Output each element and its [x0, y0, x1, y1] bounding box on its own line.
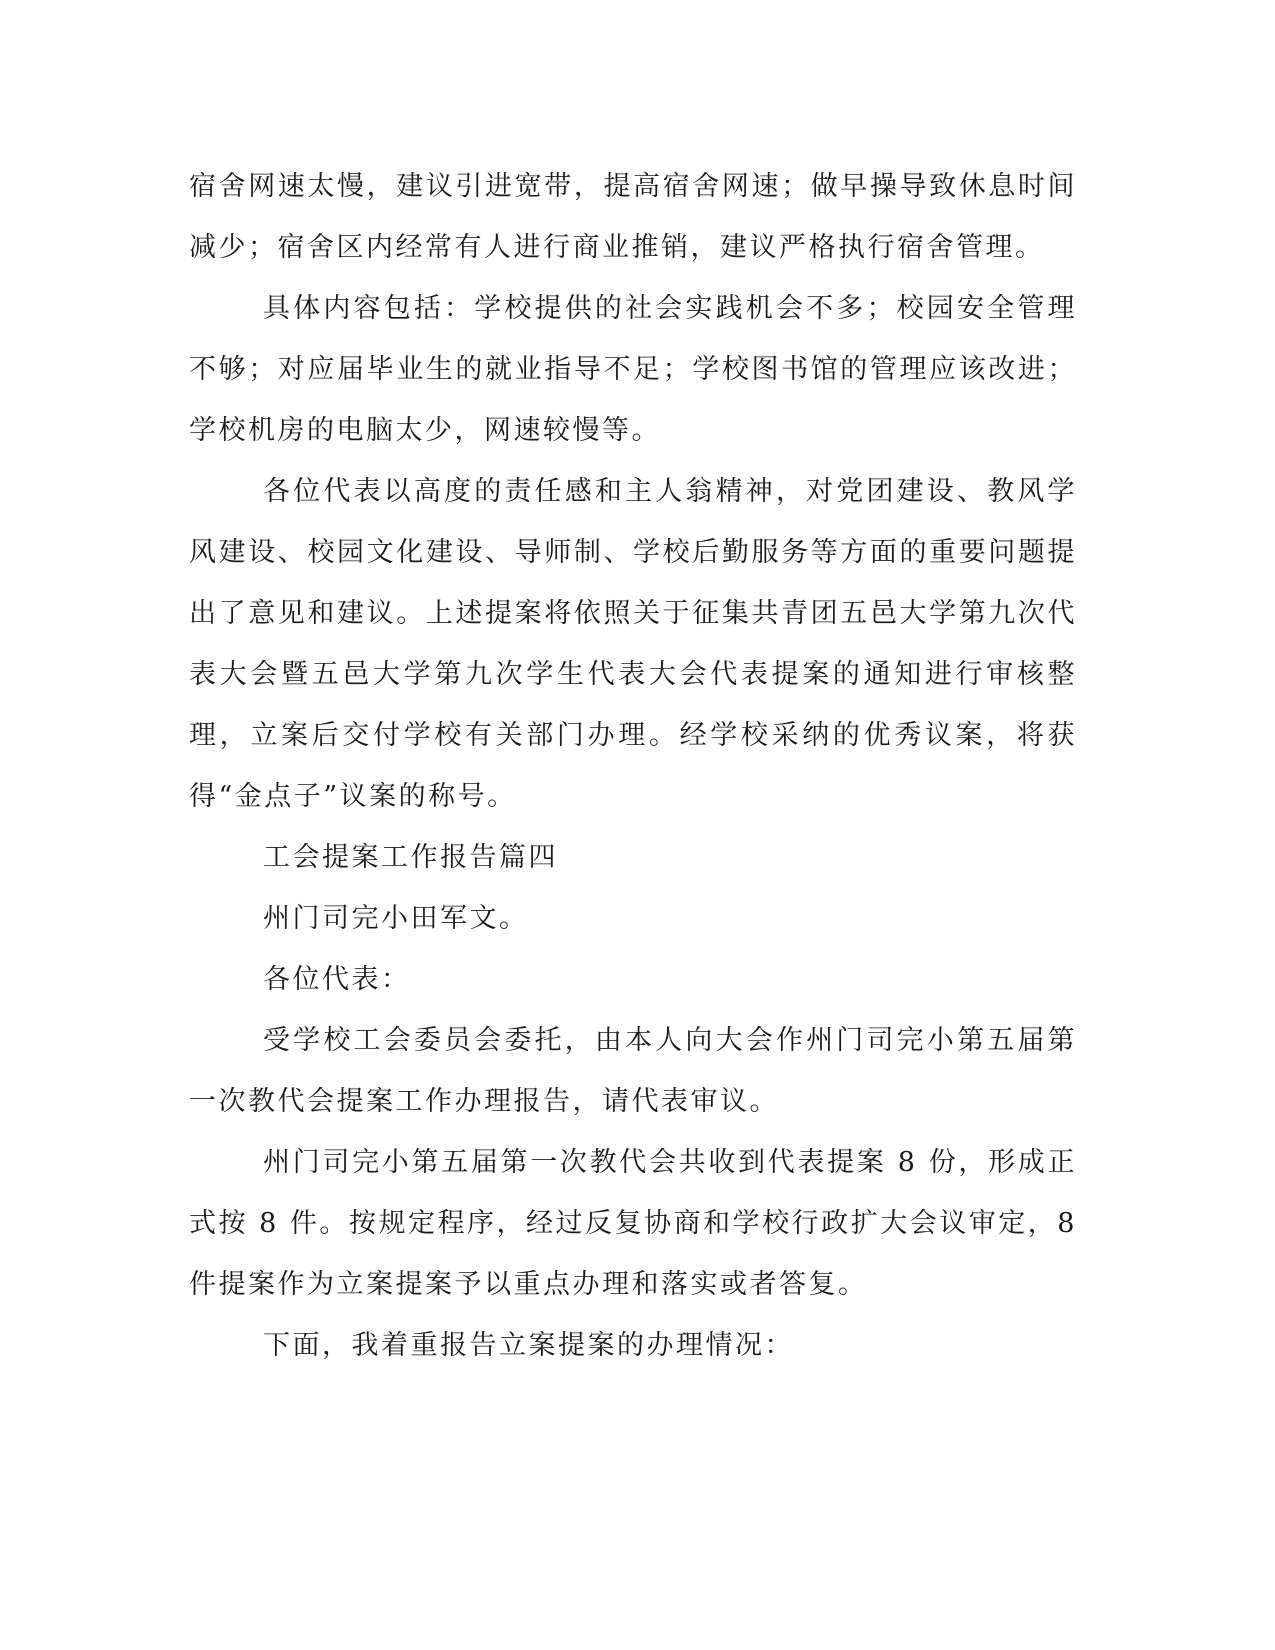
document-body — [189, 156, 1077, 1376]
paragraph-dormitory-issues: 宿舍网速太慢，建议引进宽带，提高宿舍网速；做早操导致休息时间减少；宿舍区内经常有人进行商业推销，建议严格执行宿舍管理。 — [189, 171, 1077, 263]
paragraph-proposal-count: 州门司完小第五届第一次教代会共收到代表提案 8 份，形成正式按 8 件。按规定程序，经过反复协商和学校行政扩大会议审定，8 件提案作为立案提案予以重点办理和落实或者答复。 — [189, 1147, 1077, 1300]
paragraph-handling-status: 下面，我着重报告立案提案的办理情况： — [263, 1330, 794, 1361]
paragraph-representatives-suggestions: 各位代表以高度的责任感和主人翁精神，对党团建设、教风学风建设、校园文化建设、导师制、学校后勤服务等方面的重要问题提出了意见和建议。上述提案将依照关于征集共青团五邑大学第九次代表大会暨五邑大学第九次学生代表大会代表提案的通知进行审核整理，立案后交付学校有关部门办理。经学校采纳的优秀议案，将获得“金点子”议案的称号。 — [189, 476, 1077, 812]
author-line: 州门司完小田军文。 — [263, 903, 529, 934]
section-heading: 工会提案工作报告篇四 — [263, 842, 558, 873]
salutation: 各位代表： — [263, 964, 411, 995]
paragraph-specific-content: 具体内容包括：学校提供的社会实践机会不多；校园安全管理不够；对应届毕业生的就业指导不足；学校图书馆的管理应该改进；学校机房的电脑太少，网速较慢等。 — [189, 293, 1077, 446]
paragraph-report-intro: 受学校工会委员会委托，由本人向大会作州门司完小第五届第一次教代会提案工作办理报告，请代表审议。 — [189, 1025, 1077, 1117]
